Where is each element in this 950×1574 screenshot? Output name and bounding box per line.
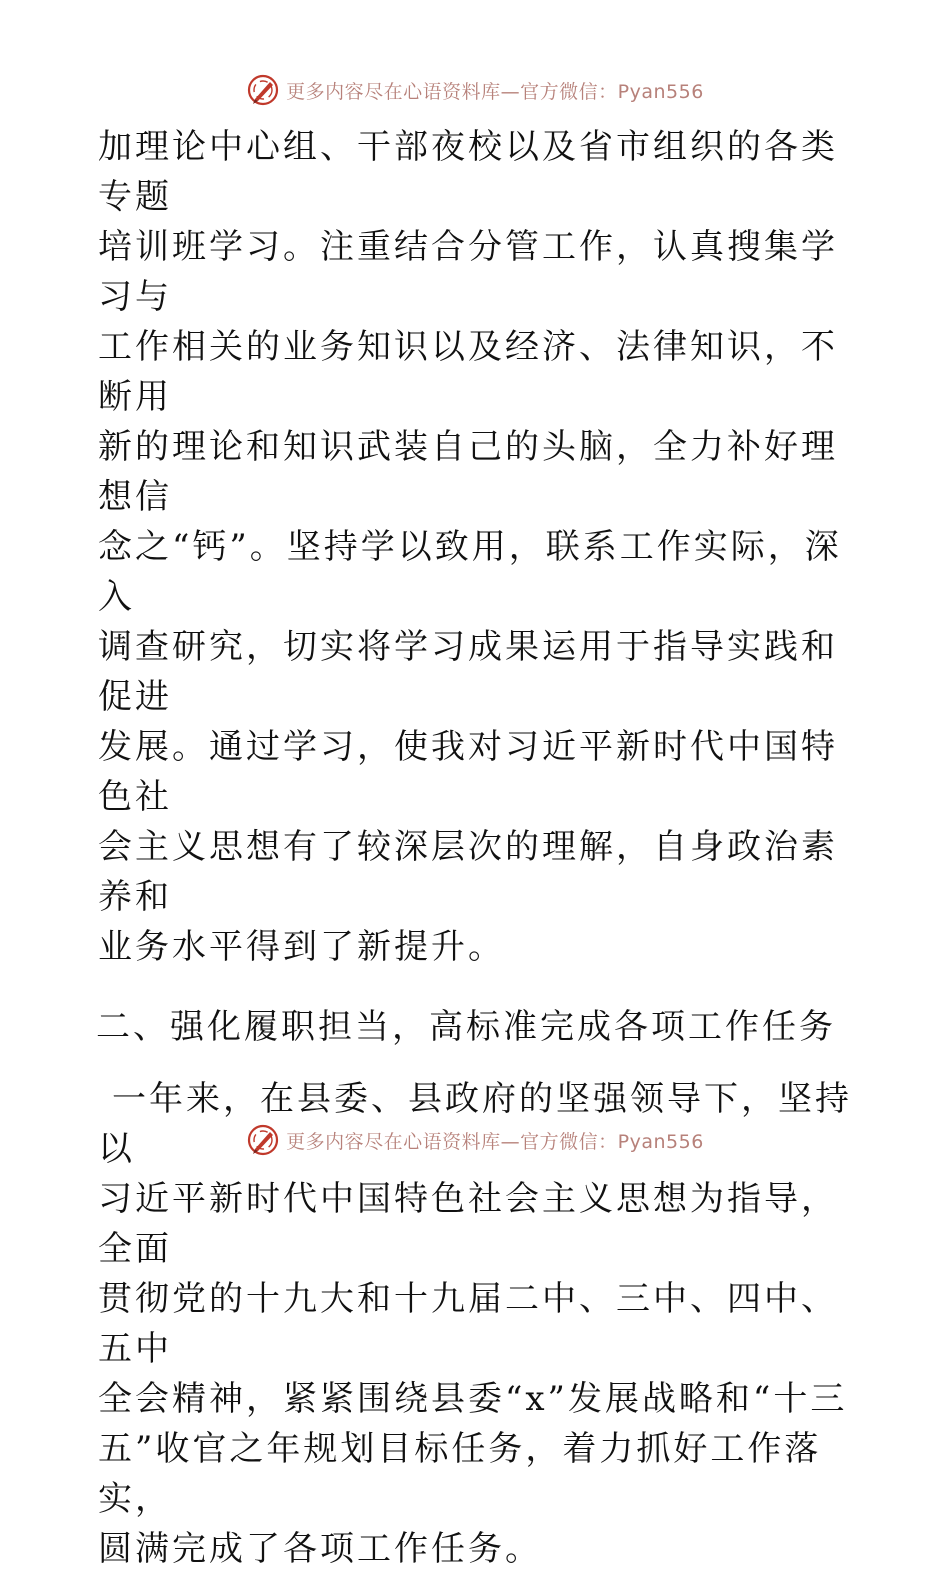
section-heading: 二、强化履职担当，高标准完成各项工作任务 bbox=[96, 1007, 836, 1047]
paragraph-line: 调查研究，切实将学习成果运用于指导实践和促进 bbox=[98, 627, 838, 717]
paragraph-line: 培训班学习。注重结合分管工作，认真搜集学习与 bbox=[98, 227, 838, 317]
paragraph-line: 加理论中心组、干部夜校以及省市组织的各类专题 bbox=[98, 127, 838, 217]
header-banner bbox=[0, 70, 950, 110]
paragraph-line: 发展。通过学习，使我对习近平新时代中国特色社 bbox=[98, 727, 838, 817]
footer-banner bbox=[0, 1120, 950, 1160]
paragraph-line: 贯彻党的十九大和十九届二中、三中、四中、五中 bbox=[98, 1279, 838, 1369]
paragraph-line: 新的理论和知识武装自己的头脑，全力补好理想信 bbox=[98, 427, 838, 517]
paragraph-line: 五”收官之年规划目标任务，着力抓好工作落实， bbox=[98, 1429, 822, 1519]
paragraph-line: 业务水平得到了新提升。 bbox=[98, 927, 505, 967]
paragraph-line: 念之“钙”。坚持学以致用，联系工作实际，深入 bbox=[98, 527, 842, 617]
paragraph-line: 一年来，在县委、县政府的坚强领导下，坚持以 bbox=[98, 1079, 852, 1169]
document-body bbox=[98, 122, 858, 1574]
pen-logo-icon bbox=[246, 1123, 280, 1157]
paragraph-line: 全会精神，紧紧围绕县委“x”发展战略和“十三 bbox=[98, 1379, 848, 1419]
header-banner-text: 更多内容尽在心语资料库—官方微信：Pyan556 bbox=[286, 80, 704, 103]
paragraph-line: 圆满完成了各项工作任务。 bbox=[98, 1529, 542, 1569]
paragraph-1 bbox=[98, 122, 858, 972]
paragraph-line: 习近平新时代中国特色社会主义思想为指导，全面 bbox=[98, 1179, 838, 1269]
pen-logo-icon bbox=[246, 73, 280, 107]
paragraph-line: 工作相关的业务知识以及经济、法律知识，不断用 bbox=[98, 327, 838, 417]
paragraph-line: 会主义思想有了较深层次的理解，自身政治素养和 bbox=[98, 827, 838, 917]
footer-banner-text: 更多内容尽在心语资料库—官方微信：Pyan556 bbox=[286, 1130, 704, 1153]
